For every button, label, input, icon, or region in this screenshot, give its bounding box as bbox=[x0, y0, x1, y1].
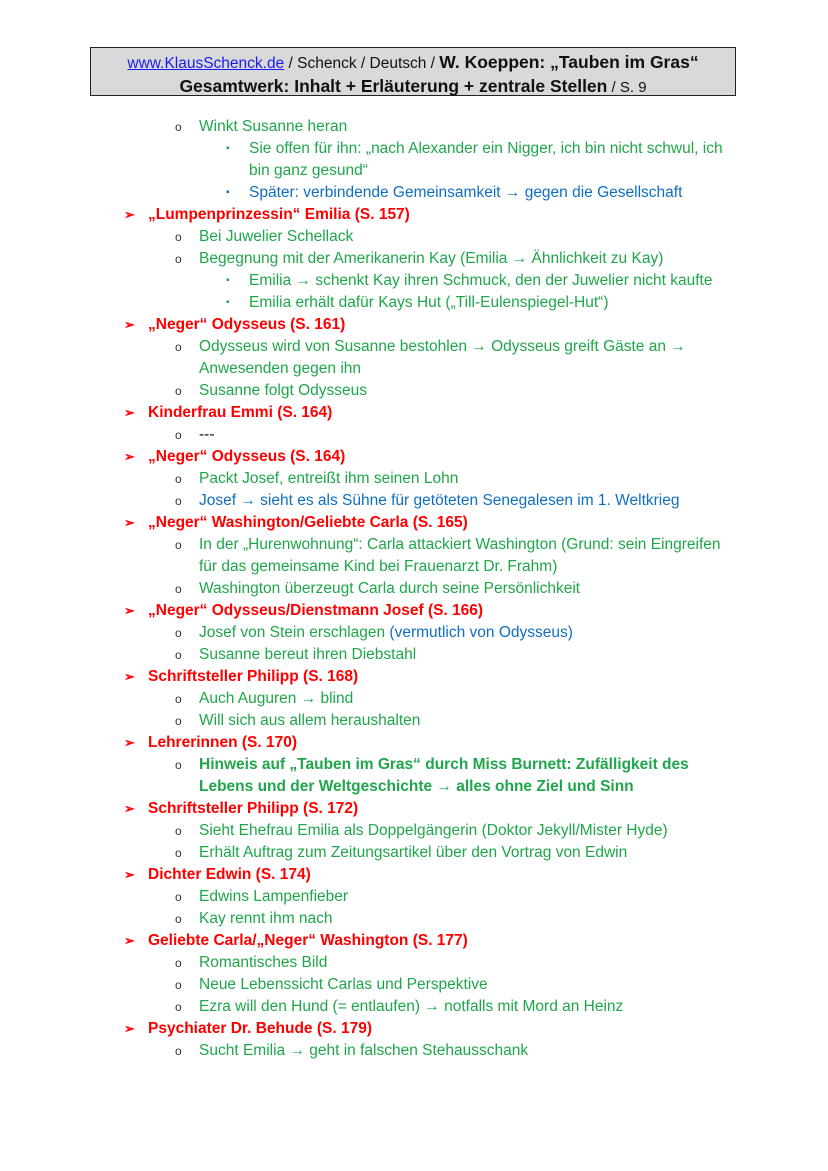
item-text: Lehrerinnen (S. 170) bbox=[148, 734, 298, 751]
circle-bullet-icon: o bbox=[175, 692, 182, 706]
section-heading bbox=[0, 798, 730, 820]
arrow-bullet-icon: ➢ bbox=[124, 1021, 135, 1036]
circle-bullet-icon: o bbox=[175, 582, 182, 596]
item-text: Romantisches Bild bbox=[199, 954, 328, 971]
arrow-bullet-icon: ➢ bbox=[124, 669, 135, 684]
circle-bullet-icon: o bbox=[175, 714, 182, 728]
section-heading bbox=[0, 314, 730, 336]
outline-list bbox=[0, 116, 828, 1062]
list-item bbox=[0, 380, 730, 402]
header-line-2 bbox=[91, 75, 735, 99]
item-text: Susanne bereut ihren Diebstahl bbox=[199, 646, 417, 663]
section-heading bbox=[0, 402, 730, 424]
item-text: In der „Hurenwohnung“: Carla attackiert Washington (Grund: sein Eingreifen für das gemeinsame Kind bei Frauenarzt Dr. Frahm) bbox=[199, 536, 721, 575]
arrow-bullet-icon: ➢ bbox=[124, 449, 135, 464]
circle-bullet-icon: o bbox=[175, 1000, 182, 1014]
list-item bbox=[0, 688, 730, 710]
circle-bullet-icon: o bbox=[175, 890, 182, 904]
section-heading bbox=[0, 930, 730, 952]
circle-bullet-icon: o bbox=[175, 626, 182, 640]
list-item bbox=[0, 622, 730, 644]
item-text: Odysseus wird von Susanne bestohlen → Odysseus greift Gäste an → Anwesenden gegen ihn bbox=[199, 338, 686, 377]
item-text: Auch Auguren → blind bbox=[199, 690, 354, 707]
square-bullet-icon: ▪ bbox=[226, 297, 230, 308]
list-item bbox=[0, 820, 730, 842]
item-text: Neue Lebenssicht Carlas und Perspektive bbox=[199, 976, 488, 993]
item-text: Susanne folgt Odysseus bbox=[199, 382, 368, 399]
list-item bbox=[0, 974, 730, 996]
header-path: / Schenck / Deutsch / bbox=[284, 55, 440, 72]
arrow-bullet-icon: ➢ bbox=[124, 933, 135, 948]
item-text: Sucht Emilia → geht in falschen Stehausschank bbox=[199, 1042, 529, 1059]
list-item bbox=[0, 468, 730, 490]
page-header bbox=[90, 47, 736, 96]
circle-bullet-icon: o bbox=[175, 912, 182, 926]
item-text: Dichter Edwin (S. 174) bbox=[148, 866, 311, 883]
list-item bbox=[0, 644, 730, 666]
section-heading bbox=[0, 446, 730, 468]
list-item bbox=[0, 534, 730, 578]
circle-bullet-icon: o bbox=[175, 428, 182, 442]
list-item bbox=[0, 116, 730, 138]
item-text: --- bbox=[199, 426, 215, 443]
circle-bullet-icon: o bbox=[175, 1044, 182, 1058]
item-text: Emilia erhält dafür Kays Hut („Till-Eulenspiegel-Hut“) bbox=[249, 294, 609, 311]
item-text: Will sich aus allem heraushalten bbox=[199, 712, 421, 729]
list-item bbox=[0, 754, 730, 798]
circle-bullet-icon: o bbox=[175, 340, 182, 354]
item-text: Packt Josef, entreißt ihm seinen Lohn bbox=[199, 470, 459, 487]
page-number: / S. 9 bbox=[607, 79, 647, 96]
item-text: Schriftsteller Philipp (S. 168) bbox=[148, 668, 359, 685]
item-text: Schriftsteller Philipp (S. 172) bbox=[148, 800, 359, 817]
header-line-1 bbox=[91, 51, 735, 75]
list-item bbox=[0, 996, 730, 1018]
item-text: Sieht Ehefrau Emilia als Doppelgängerin (Doktor Jekyll/Mister Hyde) bbox=[199, 822, 668, 839]
square-bullet-icon: ▪ bbox=[226, 275, 230, 286]
arrow-bullet-icon: ➢ bbox=[124, 735, 135, 750]
section-heading bbox=[0, 864, 730, 886]
item-text: Josef → sieht es als Sühne für getöteten Senegalesen im 1. Weltkrieg bbox=[199, 492, 680, 509]
circle-bullet-icon: o bbox=[175, 648, 182, 662]
arrow-bullet-icon: ➢ bbox=[124, 603, 135, 618]
arrow-bullet-icon: ➢ bbox=[124, 515, 135, 530]
item-text: Später: verbindende Gemeinsamkeit → gegen die Gesellschaft bbox=[249, 184, 683, 201]
arrow-bullet-icon: ➢ bbox=[124, 405, 135, 420]
circle-bullet-icon: o bbox=[175, 824, 182, 838]
item-text: Bei Juwelier Schellack bbox=[199, 228, 354, 245]
arrow-bullet-icon: ➢ bbox=[124, 801, 135, 816]
arrow-bullet-icon: ➢ bbox=[124, 317, 135, 332]
item-text: Kay rennt ihm nach bbox=[199, 910, 333, 927]
item-text: „Neger“ Odysseus (S. 161) bbox=[148, 316, 346, 333]
item-text: Winkt Susanne heran bbox=[199, 118, 348, 135]
list-item bbox=[0, 710, 730, 732]
item-text: Begegnung mit der Amerikanerin Kay (Emilia → Ähnlichkeit zu Kay) bbox=[199, 250, 664, 267]
list-item bbox=[0, 1040, 730, 1062]
circle-bullet-icon: o bbox=[175, 956, 182, 970]
section-heading bbox=[0, 732, 730, 754]
list-item bbox=[0, 578, 730, 600]
circle-bullet-icon: o bbox=[175, 384, 182, 398]
list-item bbox=[0, 292, 730, 314]
section-heading bbox=[0, 600, 730, 622]
circle-bullet-icon: o bbox=[175, 494, 182, 508]
list-item bbox=[0, 336, 730, 380]
list-item bbox=[0, 842, 730, 864]
list-item bbox=[0, 248, 730, 270]
item-text: Sie offen für ihn: „nach Alexander ein Nigger, ich bin nicht schwul, ich bin ganz gesund“ bbox=[249, 140, 723, 179]
item-text: Ezra will den Hund (= entlaufen) → notfalls mit Mord an Heinz bbox=[199, 998, 624, 1015]
list-item bbox=[0, 908, 730, 930]
work-title: W. Koeppen: „Tauben im Gras“ bbox=[439, 52, 699, 72]
list-item bbox=[0, 490, 730, 512]
list-item bbox=[0, 886, 730, 908]
item-text: „Lumpenprinzessin“ Emilia (S. 157) bbox=[148, 206, 410, 223]
document-subtitle: Gesamtwerk: Inhalt + Erläuterung + zentrale Stellen bbox=[179, 76, 608, 96]
site-link[interactable]: www.KlausSchenck.de bbox=[127, 55, 285, 72]
section-heading bbox=[0, 512, 730, 534]
list-item bbox=[0, 182, 730, 204]
section-heading bbox=[0, 204, 730, 226]
square-bullet-icon: ▪ bbox=[226, 143, 230, 154]
section-heading bbox=[0, 666, 730, 688]
arrow-bullet-icon: ➢ bbox=[124, 867, 135, 882]
item-text: Psychiater Dr. Behude (S. 179) bbox=[148, 1020, 372, 1037]
circle-bullet-icon: o bbox=[175, 472, 182, 486]
list-item bbox=[0, 424, 730, 446]
list-item bbox=[0, 138, 730, 182]
list-item bbox=[0, 226, 730, 248]
item-text: Josef von Stein erschlagen bbox=[199, 624, 390, 641]
circle-bullet-icon: o bbox=[175, 978, 182, 992]
item-text: Edwins Lampenfieber bbox=[199, 888, 349, 905]
square-bullet-icon: ▪ bbox=[226, 187, 230, 198]
circle-bullet-icon: o bbox=[175, 758, 182, 772]
item-text: Geliebte Carla/„Neger“ Washington (S. 177) bbox=[148, 932, 468, 949]
circle-bullet-icon: o bbox=[175, 846, 182, 860]
item-text: Hinweis auf „Tauben im Gras“ durch Miss Burnett: Zufälligkeit des Lebens und der Weltgeschichte → alles ohne Ziel und Sinn bbox=[199, 756, 689, 795]
list-item bbox=[0, 270, 730, 292]
circle-bullet-icon: o bbox=[175, 120, 182, 134]
item-text: Kinderfrau Emmi (S. 164) bbox=[148, 404, 333, 421]
item-text: „Neger“ Odysseus/Dienstmann Josef (S. 166) bbox=[148, 602, 484, 619]
item-text: Washington überzeugt Carla durch seine Persönlichkeit bbox=[199, 580, 581, 597]
circle-bullet-icon: o bbox=[175, 230, 182, 244]
arrow-bullet-icon: ➢ bbox=[124, 207, 135, 222]
item-text: Emilia → schenkt Kay ihren Schmuck, den der Juwelier nicht kaufte bbox=[249, 272, 713, 289]
item-text: (vermutlich von Odysseus) bbox=[389, 624, 573, 641]
item-text: Erhält Auftrag zum Zeitungsartikel über den Vortrag von Edwin bbox=[199, 844, 628, 861]
circle-bullet-icon: o bbox=[175, 538, 182, 552]
list-item bbox=[0, 952, 730, 974]
circle-bullet-icon: o bbox=[175, 252, 182, 266]
section-heading bbox=[0, 1018, 730, 1040]
item-text: „Neger“ Odysseus (S. 164) bbox=[148, 448, 346, 465]
item-text: „Neger“ Washington/Geliebte Carla (S. 165) bbox=[148, 514, 468, 531]
